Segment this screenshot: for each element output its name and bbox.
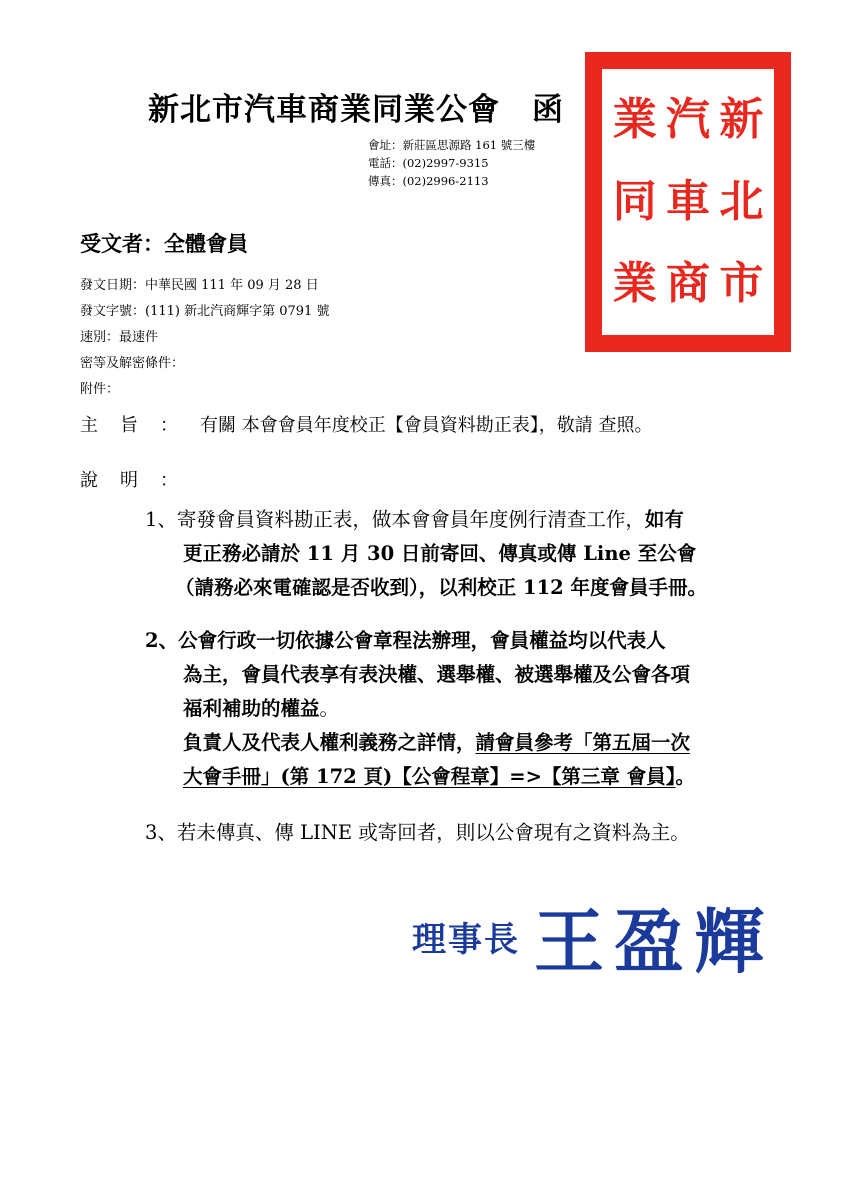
delivery-speed: 速別：最速件 [80, 330, 159, 345]
security-level: 密等及解密條件： [80, 356, 185, 371]
attachment: 附件： [80, 382, 120, 397]
document-title: 新北市汽車商業同業公會 函 [148, 92, 564, 128]
phone-text: 電話：(02)2997-9315 [368, 156, 489, 170]
item1-line3: （請務必來電確認是否收到），以利校正 112 年度會員手冊。 [175, 576, 708, 599]
item1-line1-bold: 如有 [644, 508, 684, 531]
seal-char: 北 [719, 176, 764, 227]
subject-label: 主旨： [80, 415, 200, 436]
subject-text: 有關 本會會員年度校正【會員資料勘正表】，敬請 查照。 [200, 415, 653, 436]
document-number: 發文字號：(111) 新北汽商輝字第 0791 號 [80, 304, 330, 319]
explanation-item-3: 3、若未傳真、傳 LINE 或寄回者，則以公會現有之資料為主。 [145, 821, 690, 844]
signature-name: 王盈輝 [534, 901, 774, 983]
explanation-item-1 [145, 503, 707, 605]
seal-char: 市 [719, 258, 764, 309]
seal-char: 同 [612, 176, 657, 227]
explanation-item-2 [145, 624, 695, 794]
seal-char: 車 [666, 176, 711, 227]
seal-char: 業 [612, 258, 657, 309]
recipient: 受文者：全體會員 [80, 231, 248, 256]
item2-line1: 2、公會行政一切依據公會章程法辦理，會員權益均以代表人 [145, 629, 666, 652]
item2-line3-end: 。 [319, 697, 340, 720]
item2-line4-underlined: 請會員參考「第五屆一次 [475, 731, 691, 754]
subject-line [80, 411, 652, 437]
explanation-label: 說明： [80, 470, 200, 491]
item1-line2: 更正務必請於 11 月 30 日前寄回、傳真或傳 Line 至公會 [183, 542, 697, 565]
signature [412, 886, 774, 987]
item1-line1: 1、寄發會員資料勘正表，做本會會員年度例行清查工作， [145, 508, 645, 531]
issue-date: 發文日期：中華民國 111 年 09 月 28 日 [80, 278, 319, 293]
seal-char: 新 [719, 94, 764, 145]
fax-text: 傳真：(02)2996-2113 [368, 174, 489, 188]
item2-line2: 為主，會員代表享有表決權、選舉權、被選舉權及公會各項 [183, 663, 691, 686]
item2-line4: 負責人及代表人權利義務之詳情， [183, 731, 476, 754]
item2-line5-underlined: 大會手冊」(第 172 頁)【公會程章】=>【第三章 會員】 [183, 765, 676, 788]
seal-frame [599, 66, 777, 338]
document-meta [80, 273, 329, 403]
address-text: 會址：新莊區思源路 161 號三樓 [368, 138, 536, 152]
seal-char: 商 [666, 258, 711, 309]
official-seal [585, 52, 791, 352]
item2-line3-bold: 福利補助的權益 [183, 697, 320, 720]
seal-char: 業 [612, 94, 657, 145]
contact-info [368, 136, 535, 190]
item2-line5-end: 。 [675, 765, 695, 788]
signature-role: 理事長 [412, 920, 520, 960]
seal-char: 汽 [666, 94, 711, 145]
